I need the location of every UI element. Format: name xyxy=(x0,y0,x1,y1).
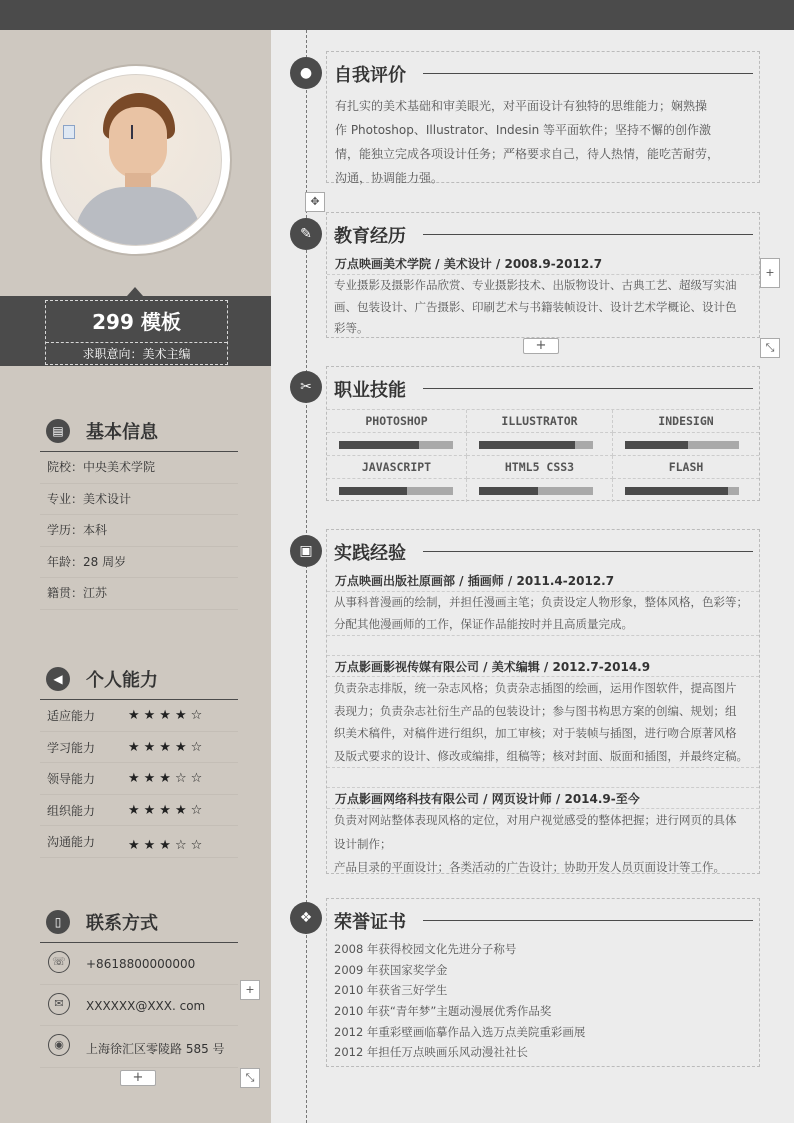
mobile-phone-icon: ▯ xyxy=(46,910,70,934)
pencil-icon: ✎ xyxy=(290,218,322,250)
phone-icon: ☏ xyxy=(48,951,70,973)
contact-title: 联系方式 xyxy=(86,913,158,934)
sidebar xyxy=(0,30,271,1123)
skill-bar-cell xyxy=(327,479,467,502)
name-band-notch xyxy=(127,287,143,296)
tools-icon: ✂ xyxy=(290,371,322,403)
practice-entry-text[interactable]: 从事科普漫画的绘制，并担任漫画主笔；负责设定人物形象，整体风格，色彩等； 分配其他漫画师的工作，保证作品能按时并且高质量完成。 xyxy=(334,595,748,631)
skill-bar-cell xyxy=(613,433,759,456)
info-age[interactable]: 年龄：28 周岁 xyxy=(40,547,238,579)
skill-bar-cell xyxy=(467,433,613,456)
ability-label: 沟通能力 xyxy=(47,835,96,849)
honor-item[interactable]: 2010 年获省三好学生 xyxy=(334,983,448,998)
ability-row[interactable] xyxy=(40,795,238,827)
resume-name[interactable]: 299 模板 xyxy=(46,301,227,343)
honor-item[interactable]: 2008 年获得校园文化先进分子称号 xyxy=(334,942,517,956)
info-school[interactable]: 院校：中央美术学院 xyxy=(40,452,238,484)
honors-card xyxy=(326,898,760,1067)
presentation-icon: ▣ xyxy=(290,535,322,567)
skill-bar-fill xyxy=(339,487,407,495)
honors-title: 荣誉证书 xyxy=(334,912,406,933)
skill-name: JAVASCRIPT xyxy=(327,456,467,479)
job-intent[interactable]: 求职意向：美术主编 xyxy=(82,347,191,361)
contact-section xyxy=(40,903,238,1068)
honor-item[interactable]: 2010 年获“青年梦”主题动漫展优秀作品奖 xyxy=(334,1004,552,1019)
education-header xyxy=(327,213,759,253)
avatar[interactable] xyxy=(50,74,222,246)
skill-bar-fill xyxy=(625,487,728,495)
basic-info-header xyxy=(40,412,238,452)
practice-card xyxy=(326,529,760,874)
ability-row[interactable] xyxy=(40,763,238,795)
self-eval-card xyxy=(326,51,760,183)
skill-name: ILLUSTRATOR xyxy=(467,410,613,433)
ability-label: 领导能力 xyxy=(47,772,96,786)
resize-handle-icon[interactable]: ⤡ xyxy=(240,1068,260,1088)
star-rating: ★★★☆☆ xyxy=(128,838,207,853)
star-rating: ★★★★☆ xyxy=(128,708,207,723)
practice-entry-header[interactable]: 万点影画网络科技有限公司 / 网页设计师 / 2014.9-至今 xyxy=(327,787,759,809)
star-rating: ★★★☆☆ xyxy=(128,771,207,786)
honor-item[interactable]: 2009 年获国家奖学金 xyxy=(334,962,448,977)
location-pin-icon: ◉ xyxy=(48,1034,70,1056)
name-box xyxy=(45,300,228,365)
ability-row[interactable] xyxy=(40,732,238,764)
ability-label: 适应能力 xyxy=(47,709,96,723)
info-degree[interactable]: 学历：本科 xyxy=(40,515,238,547)
skills-header xyxy=(327,367,759,409)
skill-bar-cell xyxy=(467,479,613,502)
education-card xyxy=(326,212,760,338)
bookmark-icon: ❖ xyxy=(290,902,322,934)
skill-bar-fill xyxy=(479,487,538,495)
contact-email-row[interactable] xyxy=(40,985,238,1027)
contact-phone-row[interactable] xyxy=(40,943,238,985)
self-eval-header xyxy=(327,52,759,94)
skills-grid xyxy=(327,409,759,502)
add-column-button[interactable]: + xyxy=(760,258,780,288)
star-rating: ★★★★☆ xyxy=(128,739,207,755)
ability-row[interactable] xyxy=(40,700,238,732)
honor-item[interactable]: 2012 年重彩壁画临摹作品入选万点美院重彩画展 xyxy=(334,1024,586,1039)
person-icon: ● xyxy=(290,57,322,89)
self-eval-text[interactable]: 有扎实的美术基础和审美眼光，对平面设计有独特的思维能力；娴熟操 作 Photoshop、Illustrator、Indesin 等平面软件；坚持不懈的创作激 情，能独立完成各项设计任务；严格要求自己，待人热情，能吃苦耐劳， 沟通，协调能力强。 xyxy=(335,99,720,185)
education-title: 教育经历 xyxy=(334,226,406,247)
add-row-button[interactable]: + xyxy=(523,338,559,354)
name-band xyxy=(0,296,271,366)
skill-bar[interactable] xyxy=(339,441,453,449)
skill-bar[interactable] xyxy=(339,487,453,495)
add-row-button[interactable]: + xyxy=(240,980,260,1000)
practice-entry-header[interactable]: 万点影画影视传媒有限公司 / 美术编辑 / 2012.7-2014.9 xyxy=(327,655,759,677)
honors-header xyxy=(327,899,759,939)
skill-bar-fill xyxy=(339,441,419,449)
self-eval-title: 自我评价 xyxy=(334,65,406,86)
ability-row[interactable] xyxy=(40,826,238,858)
ability-label: 学习能力 xyxy=(47,740,96,755)
move-handle-icon[interactable]: ✥ xyxy=(305,192,325,212)
skill-bar-cell xyxy=(613,479,759,502)
skill-bar-fill xyxy=(625,441,688,449)
contact-address[interactable]: 上海徐汇区零陵路 585 号 xyxy=(86,1042,225,1056)
skill-bar[interactable] xyxy=(479,487,593,495)
basic-info-section xyxy=(40,412,238,610)
info-major[interactable]: 专业：美术设计 xyxy=(40,484,238,516)
skills-card xyxy=(326,366,760,501)
practice-entry-header[interactable]: 万点映画出版社原画部 / 插画师 / 2011.4-2012.7 xyxy=(327,570,759,592)
star-rating: ★★★★☆ xyxy=(128,802,207,818)
practice-entry-text[interactable]: 负责杂志排版，统一杂志风格；负责杂志插图的绘画，运用作图软件，提高图片 表现力；负责杂志社衍生产品的包装设计；参与图书构思方案的创编、规划；组 织美术稿件，对稿件进行组织，加工审核；对于装帧与插图，进行吻合原著风格 及版式要求的设计、修改或编排，组稿等；核对封面、版面和插图，并最终定稿。 xyxy=(334,681,748,763)
practice-title: 实践经验 xyxy=(334,543,406,564)
abilities-title: 个人能力 xyxy=(86,670,158,691)
education-entry-header[interactable]: 万点映画美术学院 / 美术设计 / 2008.9-2012.7 xyxy=(327,253,759,275)
skill-bar-cell xyxy=(327,433,467,456)
mail-icon: ✉ xyxy=(48,993,70,1015)
document-icon: ▤ xyxy=(46,419,70,443)
skill-bar[interactable] xyxy=(479,441,593,449)
resize-handle-icon[interactable]: ⤡ xyxy=(760,338,780,358)
contact-email[interactable]: XXXXXX@XXX. com xyxy=(86,998,206,1013)
skill-bar[interactable] xyxy=(625,487,739,495)
honor-item[interactable]: 2012 年担任万点映画乐风动漫社社长 xyxy=(334,1045,528,1060)
abilities-section xyxy=(40,660,238,858)
avatar-frame xyxy=(40,64,232,256)
skill-bar-fill xyxy=(479,441,575,449)
contact-phone[interactable]: +8618800000000 xyxy=(86,957,196,971)
skills-title: 职业技能 xyxy=(334,380,406,401)
skill-name: FLASH xyxy=(613,456,759,479)
practice-entry-text[interactable]: 负责对网站整体表现风格的定位，对用户视觉感受的整体把握；进行网页的具体 设计制作； 产品目录的平面设计；各类活动的广告设计；协助开发人员页面设计等工作。 xyxy=(334,813,737,874)
text-cursor-icon xyxy=(131,125,133,139)
document-icon xyxy=(63,125,75,139)
skill-bar[interactable] xyxy=(625,441,739,449)
info-hometown[interactable]: 籍贯：江苏 xyxy=(40,578,238,610)
skill-name: HTML5 CSS3 xyxy=(467,456,613,479)
top-bar xyxy=(0,0,794,30)
basic-info-title: 基本信息 xyxy=(86,422,158,443)
practice-header xyxy=(327,530,759,570)
education-courses[interactable]: 专业摄影及摄影作品欣赏、专业摄影技术、出版物设计、古典工艺、超级写实油 画、包装设计、广告摄影、印刷艺术与书籍装帧设计、设计艺术学概论、设计色 彩等。 xyxy=(334,278,737,335)
megaphone-icon: ◀ xyxy=(46,667,70,691)
contact-address-row[interactable] xyxy=(40,1026,238,1068)
contact-header xyxy=(40,903,238,943)
skill-name: INDESIGN xyxy=(613,410,759,433)
add-row-button[interactable]: + xyxy=(120,1070,156,1086)
skill-name: PHOTOSHOP xyxy=(327,410,467,433)
abilities-header xyxy=(40,660,238,700)
ability-label: 组织能力 xyxy=(47,803,96,818)
